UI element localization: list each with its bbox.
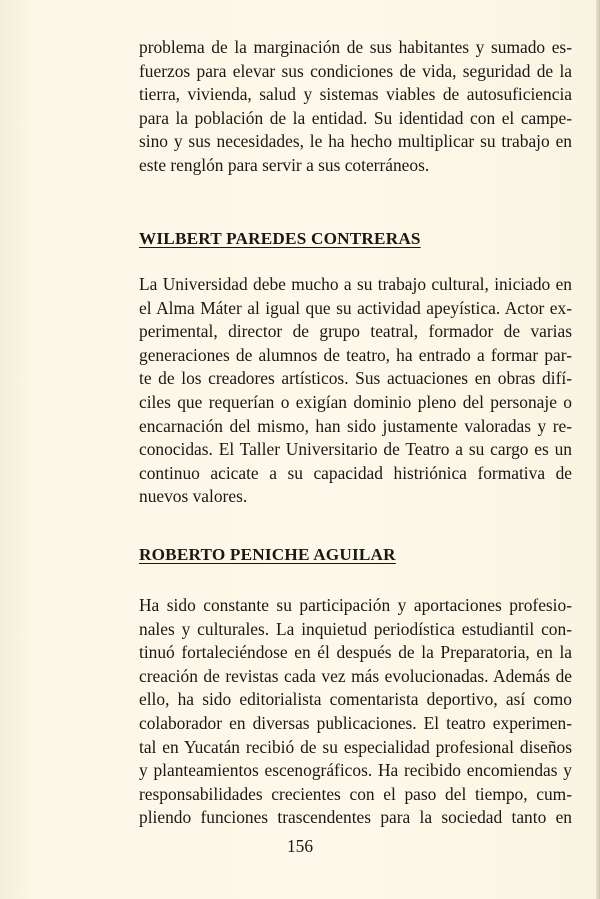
text-line: para la población de la entidad. Su identidad con el campe- xyxy=(139,107,572,128)
text-line: fuerzos para elevar sus condiciones de vida, seguridad de la xyxy=(139,60,572,81)
text-line: continuo acicate a su capacidad histriónica formativa de xyxy=(139,462,572,483)
text-line: nales y culturales. La inquietud periodística estudiantil con- xyxy=(139,618,572,639)
section-roberto-body xyxy=(139,594,572,830)
text-line: responsabilidades crecientes con el paso del tiempo, cum- xyxy=(139,783,572,804)
text-line: nuevos valores. xyxy=(139,486,248,507)
section-wilbert-text xyxy=(139,273,572,509)
text-line: creación de revistas cada vez más evolucionadas. Además de xyxy=(139,665,572,686)
text-line: encarnación del mismo, han sido justamente valoradas y re- xyxy=(139,415,572,436)
text-line: colaborador en diversas publicaciones. El teatro experimen- xyxy=(139,712,572,733)
page-number: 156 xyxy=(286,836,314,856)
text-line: sino y sus necesidades, le ha hecho multiplicar su trabajo en xyxy=(139,131,572,152)
text-line: te de los creadores artísticos. Sus actuaciones en obras difí- xyxy=(139,368,572,389)
text-line: pliendo funciones trascendentes para la sociedad tanto en xyxy=(139,807,572,828)
text-line: problema de la marginación de sus habitantes y sumado es- xyxy=(139,37,572,57)
text-line: y planteamientos escenográficos. Ha recibido encomiendas y xyxy=(139,760,572,781)
text-line: perimental, director de grupo teatral, formador de varias xyxy=(139,321,572,342)
section-wilbert-heading-block xyxy=(139,229,572,249)
text-line: el Alma Máter al igual que su actividad apeyística. Actor ex- xyxy=(139,297,572,318)
text-line: tinuó fortaleciéndose en él después de la Preparatoria, en la xyxy=(139,642,572,663)
text-line: este renglón para servir a sus coterráneos. xyxy=(139,154,430,175)
text-line: tierra, vivienda, salud y sistemas viables de autosuficiencia xyxy=(139,84,572,105)
intro-paragraph-text xyxy=(139,36,572,178)
section-wilbert-body xyxy=(139,273,572,509)
text-line: conocidas. El Taller Universitario de Teatro a su cargo es un xyxy=(139,439,572,460)
section-roberto-text xyxy=(139,594,572,830)
text-line: ello, ha sido editorialista comentarista deportivo, así como xyxy=(139,689,572,710)
text-line: ciles que requerían o exigían dominio pleno del personaje o xyxy=(139,391,572,412)
text-line: Ha sido constante su participación y aportaciones profesio- xyxy=(139,595,572,615)
text-line: La Universidad debe mucho a su trabajo cultural, iniciado en xyxy=(139,274,572,294)
page-edge xyxy=(596,0,600,899)
intro-paragraph xyxy=(139,36,572,178)
text-line: tal en Yucatán recibió de su especialidad profesional diseños xyxy=(139,736,572,757)
section-heading-wilbert: WILBERT PAREDES CONTRERAS xyxy=(139,229,421,248)
section-heading-roberto: ROBERTO PENICHE AGUILAR xyxy=(139,545,396,564)
text-line: generaciones de alumnos de teatro, ha entrado a formar par- xyxy=(139,344,572,365)
section-roberto-heading-block xyxy=(139,545,572,565)
